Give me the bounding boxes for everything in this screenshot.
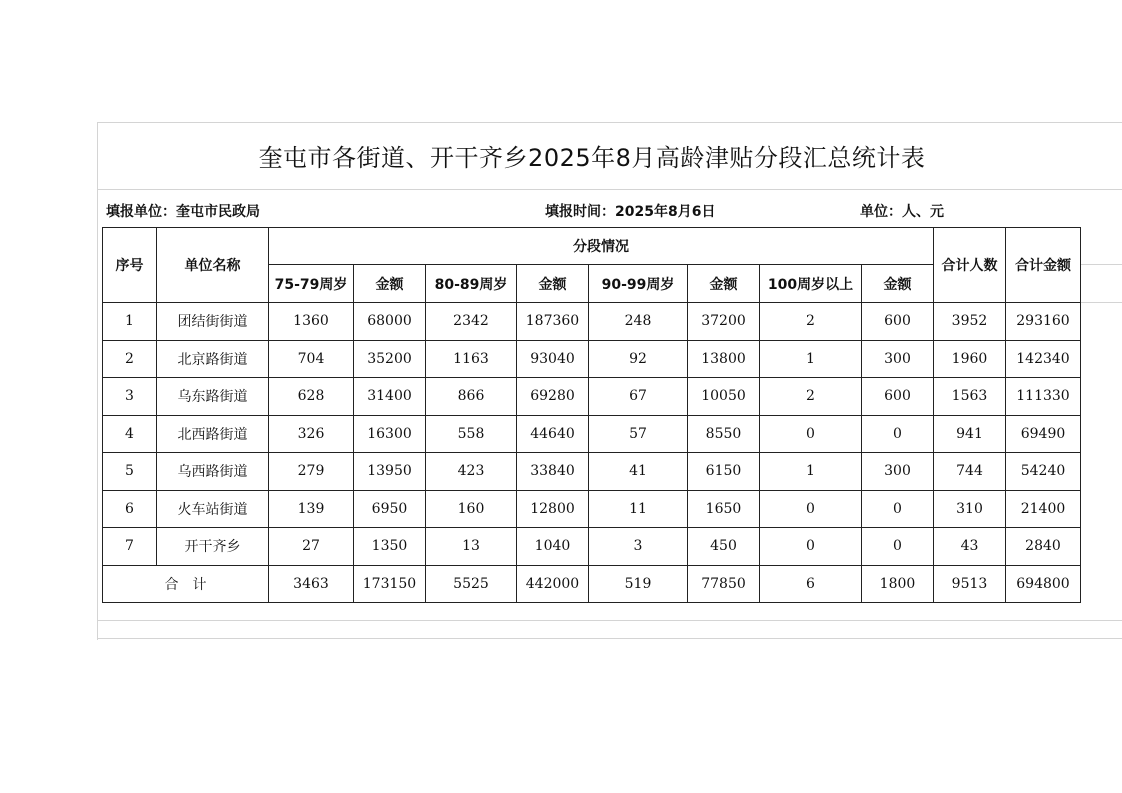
row-name: 火车站街道: [157, 490, 269, 528]
row-name: 乌东路街道: [157, 378, 269, 416]
cell: 2342: [426, 303, 517, 341]
cell: 13800: [688, 340, 760, 378]
cell: 57: [589, 415, 688, 453]
cell: 0: [760, 415, 862, 453]
cell: 1960: [934, 340, 1006, 378]
header-segment: 金额: [517, 265, 589, 303]
header-segment: 90-99周岁: [589, 265, 688, 303]
cell: 43: [934, 528, 1006, 566]
total-cell: 1800: [862, 565, 934, 603]
cell: 111330: [1006, 378, 1081, 416]
header-segment: 金额: [688, 265, 760, 303]
table-row: [103, 490, 1081, 528]
cell: 187360: [517, 303, 589, 341]
cell: 866: [426, 378, 517, 416]
cell: 1163: [426, 340, 517, 378]
cell: 2840: [1006, 528, 1081, 566]
reporting-date: 填报时间：2025年8月6日: [545, 204, 716, 220]
cell: 68000: [354, 303, 426, 341]
total-row: [103, 565, 1081, 603]
cell: 69280: [517, 378, 589, 416]
cell: 1040: [517, 528, 589, 566]
cell: 27: [269, 528, 354, 566]
cell: 21400: [1006, 490, 1081, 528]
cell: 6950: [354, 490, 426, 528]
cell: 8550: [688, 415, 760, 453]
header-total-amount: 合计金额: [1006, 228, 1081, 303]
cell: 248: [589, 303, 688, 341]
total-cell: 519: [589, 565, 688, 603]
cell: 35200: [354, 340, 426, 378]
row-index: 5: [103, 453, 157, 491]
cell: 0: [760, 528, 862, 566]
row-name: 开干齐乡: [157, 528, 269, 566]
cell: 16300: [354, 415, 426, 453]
cell: 31400: [354, 378, 426, 416]
row-index: 2: [103, 340, 157, 378]
cell: 600: [862, 378, 934, 416]
cell: 279: [269, 453, 354, 491]
cell: 1350: [354, 528, 426, 566]
cell: 423: [426, 453, 517, 491]
sheet-border-top: [97, 122, 1122, 123]
page-title: 奎屯市各街道、开干齐乡2025年8月高龄津贴分段汇总统计表: [258, 144, 926, 172]
cell: 2: [760, 378, 862, 416]
cell: 33840: [517, 453, 589, 491]
row-index: 6: [103, 490, 157, 528]
table-row: [103, 303, 1081, 341]
table-row: [103, 528, 1081, 566]
table-row: [103, 415, 1081, 453]
cell: 310: [934, 490, 1006, 528]
total-label: 合 计: [103, 565, 269, 603]
cell: 293160: [1006, 303, 1081, 341]
header-total-people: 合计人数: [934, 228, 1006, 303]
cell: 13950: [354, 453, 426, 491]
cell: 941: [934, 415, 1006, 453]
table-row: [103, 453, 1081, 491]
cell: 704: [269, 340, 354, 378]
total-cell: 694800: [1006, 565, 1081, 603]
reporting-unit: 填报单位：奎屯市民政局: [106, 204, 260, 220]
sheet-row-line: [1080, 302, 1122, 303]
cell: 0: [862, 415, 934, 453]
sheet-row-line: [97, 620, 1122, 621]
cell: 139: [269, 490, 354, 528]
header-name: 单位名称: [157, 228, 269, 303]
table-row: [103, 340, 1081, 378]
cell: 2: [760, 303, 862, 341]
cell: 11: [589, 490, 688, 528]
header-segment: 金额: [862, 265, 934, 303]
total-cell: 77850: [688, 565, 760, 603]
cell: 744: [934, 453, 1006, 491]
row-index: 7: [103, 528, 157, 566]
row-index: 4: [103, 415, 157, 453]
cell: 44640: [517, 415, 589, 453]
row-index: 1: [103, 303, 157, 341]
cell: 300: [862, 340, 934, 378]
cell: 3952: [934, 303, 1006, 341]
cell: 37200: [688, 303, 760, 341]
row-name: 乌西路街道: [157, 453, 269, 491]
total-cell: 3463: [269, 565, 354, 603]
header-index: 序号: [103, 228, 157, 303]
cell: 13: [426, 528, 517, 566]
cell: 3: [589, 528, 688, 566]
cell: 6150: [688, 453, 760, 491]
header-segment: 金额: [354, 265, 426, 303]
total-cell: 9513: [934, 565, 1006, 603]
cell: 326: [269, 415, 354, 453]
cell: 12800: [517, 490, 589, 528]
cell: 69490: [1006, 415, 1081, 453]
cell: 1: [760, 340, 862, 378]
sheet-row-line: [97, 638, 1122, 639]
cell: 142340: [1006, 340, 1081, 378]
row-name: 北京路街道: [157, 340, 269, 378]
cell: 1360: [269, 303, 354, 341]
cell: 10050: [688, 378, 760, 416]
cell: 0: [760, 490, 862, 528]
cell: 160: [426, 490, 517, 528]
cell: 0: [862, 490, 934, 528]
cell: 628: [269, 378, 354, 416]
total-cell: 5525: [426, 565, 517, 603]
cell: 600: [862, 303, 934, 341]
cell: 1563: [934, 378, 1006, 416]
sheet-row-line: [97, 189, 1122, 190]
header-segment: 80-89周岁: [426, 265, 517, 303]
cell: 93040: [517, 340, 589, 378]
row-index: 3: [103, 378, 157, 416]
row-name: 北西路街道: [157, 415, 269, 453]
total-cell: 173150: [354, 565, 426, 603]
total-cell: 6: [760, 565, 862, 603]
row-name: 团结街街道: [157, 303, 269, 341]
cell: 450: [688, 528, 760, 566]
sheet-border-left: [97, 122, 98, 640]
sheet-row-line: [1080, 264, 1122, 265]
total-cell: 442000: [517, 565, 589, 603]
cell: 558: [426, 415, 517, 453]
cell: 0: [862, 528, 934, 566]
header-segment-group: 分段情况: [269, 228, 934, 265]
header-segment: 100周岁以上: [760, 265, 862, 303]
cell: 1650: [688, 490, 760, 528]
cell: 67: [589, 378, 688, 416]
table-row: [103, 378, 1081, 416]
stats-table: [102, 227, 1081, 603]
cell: 92: [589, 340, 688, 378]
cell: 41: [589, 453, 688, 491]
header-segment: 75-79周岁: [269, 265, 354, 303]
cell: 54240: [1006, 453, 1081, 491]
cell: 1: [760, 453, 862, 491]
cell: 300: [862, 453, 934, 491]
currency-unit: 单位：人、元: [860, 204, 944, 220]
